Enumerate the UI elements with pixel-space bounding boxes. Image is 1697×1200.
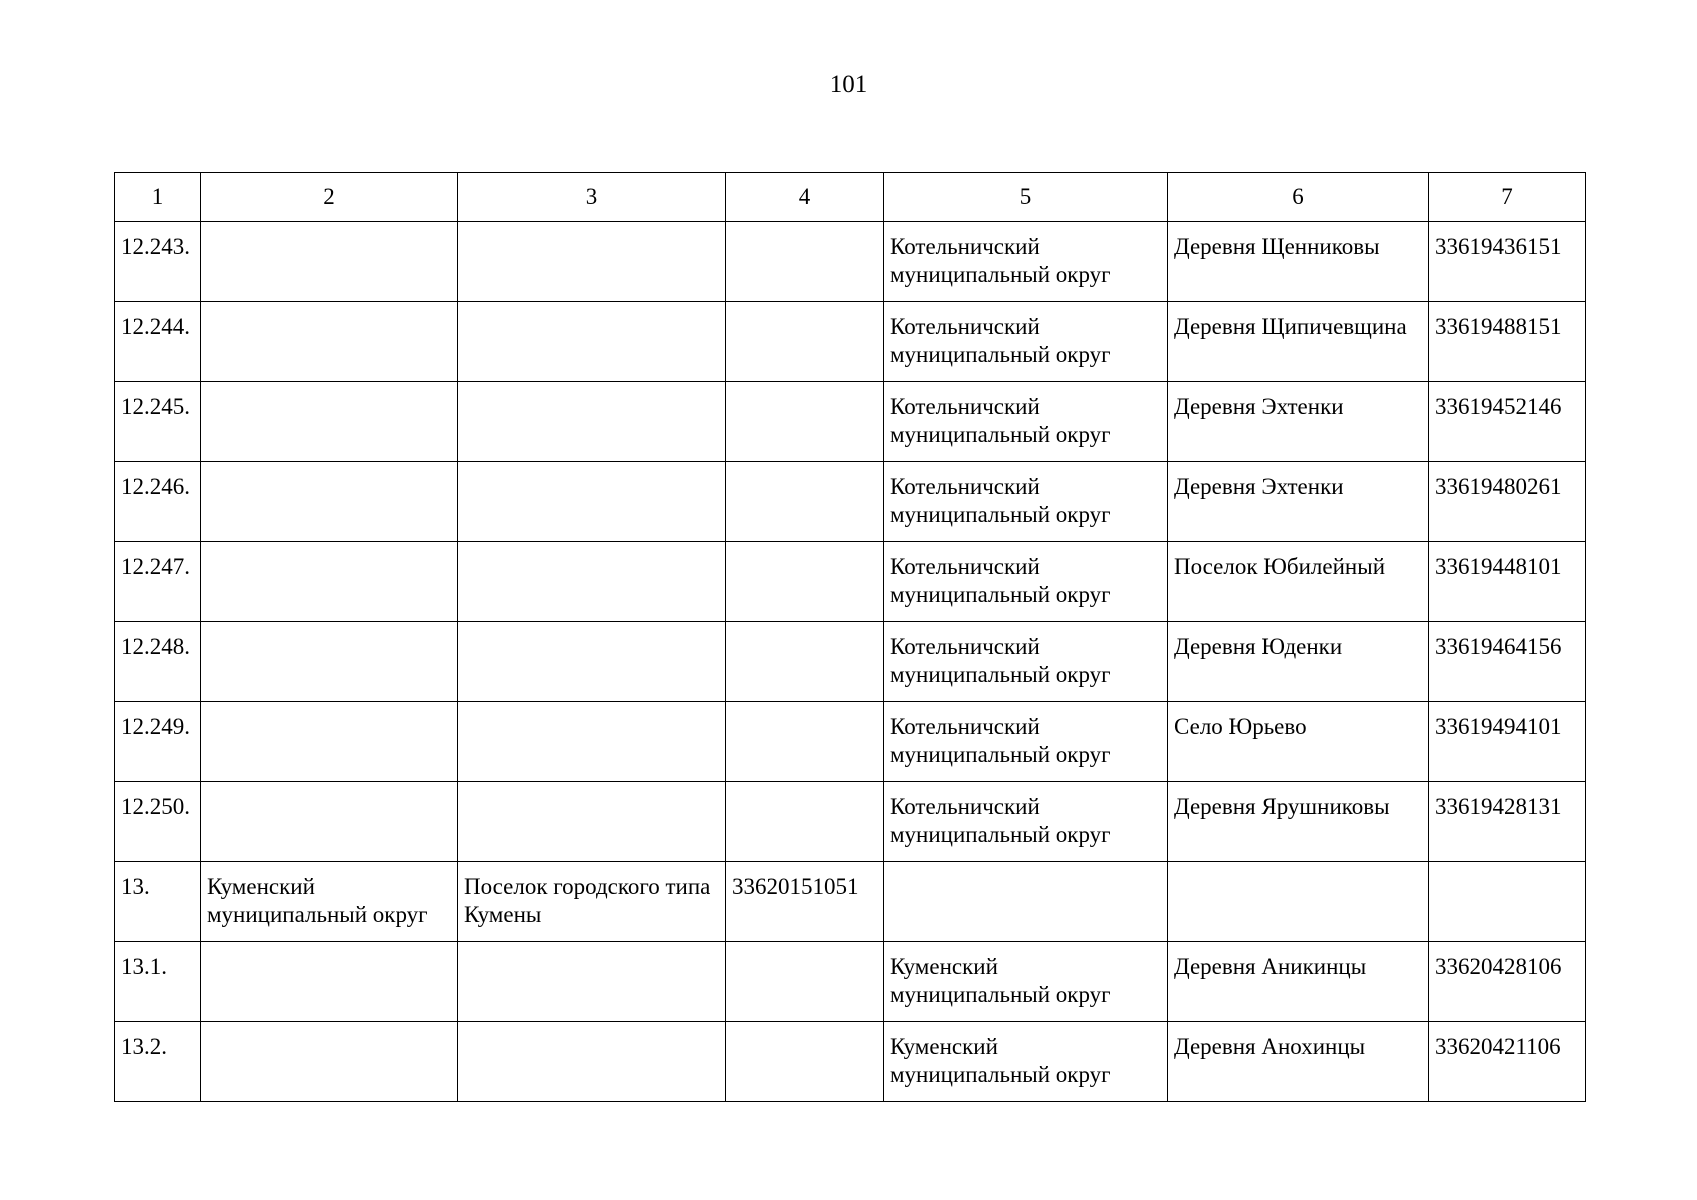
table-row <box>115 542 1586 622</box>
settlement-cell: Деревня Аникинцы <box>1168 942 1429 1022</box>
admin-center-cell <box>458 462 726 542</box>
row-number-cell: 12.243. <box>115 222 201 302</box>
admin-center-cell <box>458 302 726 382</box>
settlement-cell: Деревня Щипичевщина <box>1168 302 1429 382</box>
row-number-cell: 12.244. <box>115 302 201 382</box>
row-number-cell: 12.246. <box>115 462 201 542</box>
center-code-cell <box>726 942 884 1022</box>
settlement-cell: Деревня Эхтенки <box>1168 462 1429 542</box>
header-cell-1: 1 <box>115 173 201 222</box>
municipality-cell: Куменский муниципальный округ <box>884 942 1168 1022</box>
header-cell-7: 7 <box>1429 173 1586 222</box>
admin-center-cell <box>458 382 726 462</box>
code-cell: 33619452146 <box>1429 382 1586 462</box>
row-number-cell: 12.245. <box>115 382 201 462</box>
district-cell <box>201 462 458 542</box>
table-row <box>115 622 1586 702</box>
page-number: 101 <box>829 71 868 98</box>
district-cell <box>201 782 458 862</box>
table-row <box>115 302 1586 382</box>
settlement-cell: Деревня Анохинцы <box>1168 1022 1429 1102</box>
table-header-row <box>115 173 1586 222</box>
header-cell-2: 2 <box>201 173 458 222</box>
code-cell: 33620421106 <box>1429 1022 1586 1102</box>
settlement-cell: Село Юрьево <box>1168 702 1429 782</box>
center-code-cell <box>726 622 884 702</box>
header-cell-5: 5 <box>884 173 1168 222</box>
admin-center-cell <box>458 942 726 1022</box>
district-cell <box>201 382 458 462</box>
center-code-cell <box>726 382 884 462</box>
district-cell <box>201 222 458 302</box>
municipality-cell: Котельничский муниципальный округ <box>884 782 1168 862</box>
district-cell <box>201 302 458 382</box>
table-row <box>115 942 1586 1022</box>
admin-center-cell <box>458 222 726 302</box>
code-cell: 33619480261 <box>1429 462 1586 542</box>
code-cell: 33619488151 <box>1429 302 1586 382</box>
code-cell: 33619428131 <box>1429 782 1586 862</box>
district-cell <box>201 1022 458 1102</box>
code-cell: 33619494101 <box>1429 702 1586 782</box>
table-row <box>115 702 1586 782</box>
municipality-cell <box>884 862 1168 942</box>
table-row <box>115 1022 1586 1102</box>
row-number-cell: 12.248. <box>115 622 201 702</box>
center-code-cell <box>726 542 884 622</box>
table-row <box>115 782 1586 862</box>
district-cell <box>201 702 458 782</box>
center-code-cell <box>726 222 884 302</box>
center-code-cell <box>726 462 884 542</box>
row-number-cell: 12.247. <box>115 542 201 622</box>
row-number-cell: 12.250. <box>115 782 201 862</box>
center-code-cell <box>726 1022 884 1102</box>
municipality-cell: Котельничский муниципальный округ <box>884 302 1168 382</box>
admin-center-cell <box>458 1022 726 1102</box>
code-cell: 33619436151 <box>1429 222 1586 302</box>
header-cell-3: 3 <box>458 173 726 222</box>
settlement-cell: Деревня Юденки <box>1168 622 1429 702</box>
code-cell: 33619464156 <box>1429 622 1586 702</box>
district-cell <box>201 942 458 1022</box>
municipality-cell: Котельничский муниципальный округ <box>884 702 1168 782</box>
settlement-cell: Поселок Юбилейный <box>1168 542 1429 622</box>
admin-center-cell: Поселок городского типа Кумены <box>458 862 726 942</box>
municipality-cell: Котельничский муниципальный округ <box>884 462 1168 542</box>
header-cell-6: 6 <box>1168 173 1429 222</box>
admin-center-cell <box>458 622 726 702</box>
admin-center-cell <box>458 702 726 782</box>
municipality-cell: Котельничский муниципальный округ <box>884 382 1168 462</box>
row-number-cell: 13.1. <box>115 942 201 1022</box>
district-cell <box>201 622 458 702</box>
municipality-cell: Куменский муниципальный округ <box>884 1022 1168 1102</box>
district-cell: Куменский муниципальный округ <box>201 862 458 942</box>
row-number-cell: 13.2. <box>115 1022 201 1102</box>
code-cell: 33619448101 <box>1429 542 1586 622</box>
center-code-cell <box>726 702 884 782</box>
table-row <box>115 222 1586 302</box>
table-row <box>115 862 1586 942</box>
admin-center-cell <box>458 542 726 622</box>
settlement-cell: Деревня Щенниковы <box>1168 222 1429 302</box>
center-code-cell: 33620151051 <box>726 862 884 942</box>
center-code-cell <box>726 782 884 862</box>
municipality-cell: Котельничский муниципальный округ <box>884 542 1168 622</box>
municipality-cell: Котельничский муниципальный округ <box>884 222 1168 302</box>
table-row <box>115 462 1586 542</box>
table-body <box>115 173 1586 1102</box>
district-cell <box>201 542 458 622</box>
code-cell <box>1429 862 1586 942</box>
center-code-cell <box>726 302 884 382</box>
admin-center-cell <box>458 782 726 862</box>
settlement-cell <box>1168 862 1429 942</box>
settlements-table <box>114 172 1586 1102</box>
row-number-cell: 12.249. <box>115 702 201 782</box>
row-number-cell: 13. <box>115 862 201 942</box>
settlement-cell: Деревня Эхтенки <box>1168 382 1429 462</box>
municipality-cell: Котельничский муниципальный округ <box>884 622 1168 702</box>
settlement-cell: Деревня Ярушниковы <box>1168 782 1429 862</box>
header-cell-4: 4 <box>726 173 884 222</box>
table-row <box>115 382 1586 462</box>
code-cell: 33620428106 <box>1429 942 1586 1022</box>
